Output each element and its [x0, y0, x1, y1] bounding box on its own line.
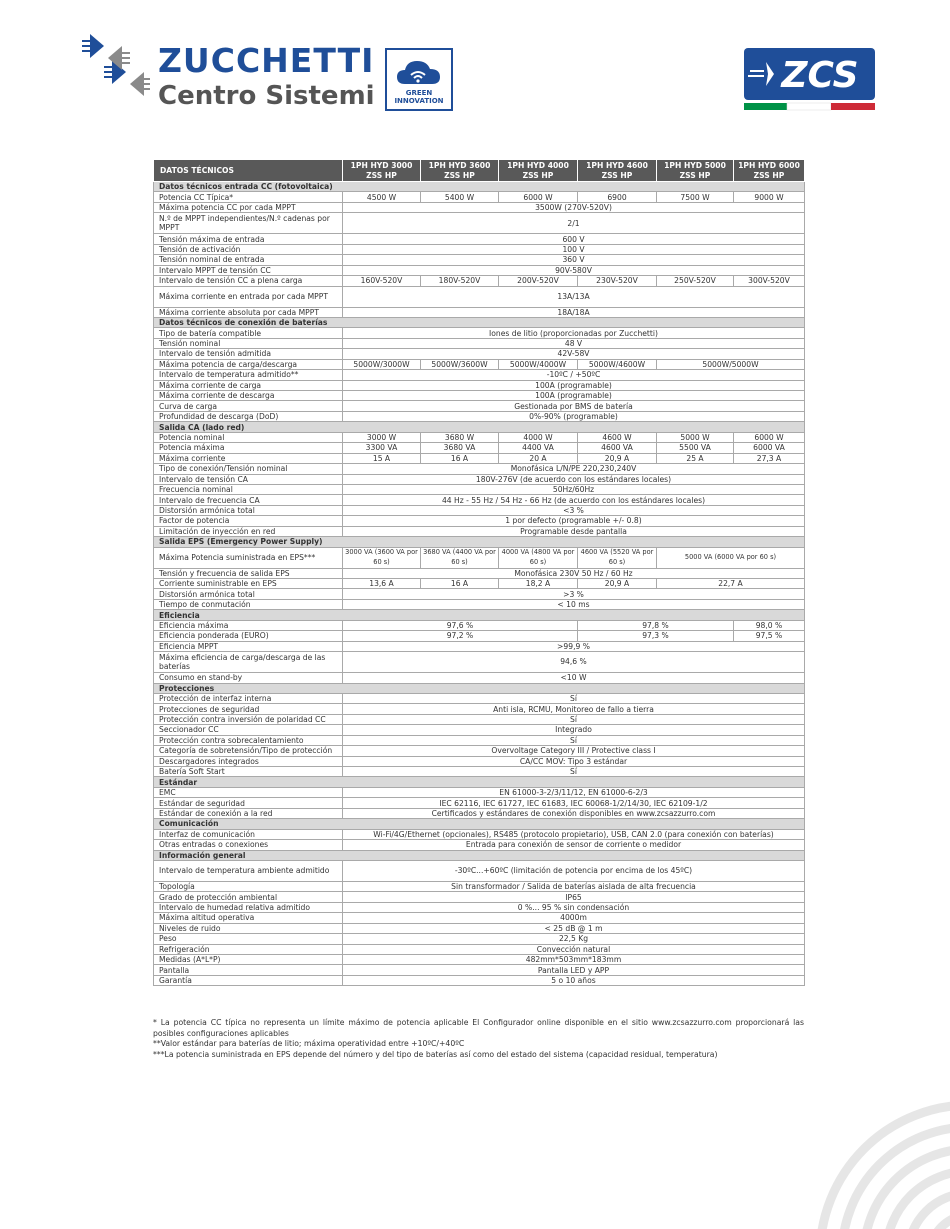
row-label: Tipo de conexión/Tensión nominal — [154, 464, 343, 474]
value-cell: 4500 W — [343, 192, 421, 202]
row-label: Tensión y frecuencia de salida EPS — [154, 568, 343, 578]
row-label: Tensión de activación — [154, 244, 343, 254]
table-row — [154, 652, 805, 673]
row-label: Topología — [154, 881, 343, 891]
row-label: Factor de potencia — [154, 516, 343, 526]
table-row — [154, 370, 805, 380]
row-label: N.º de MPPT independientes/N.º cadenas por MPPT — [154, 213, 343, 234]
value-cell: Sí — [343, 735, 805, 745]
value-cell: Gestionada por BMS de batería — [343, 401, 805, 411]
row-label: Máxima corriente en entrada por cada MPPT — [154, 286, 343, 307]
table-row — [154, 955, 805, 965]
table-row — [154, 704, 805, 714]
table-row — [154, 213, 805, 234]
table-row — [154, 547, 805, 568]
row-label: Profundidad de descarga (DoD) — [154, 411, 343, 421]
value-cell: 1 por defecto (programable +/- 0.8) — [343, 516, 805, 526]
value-cell: Anti isla, RCMU, Monitoreo de fallo a tierra — [343, 704, 805, 714]
table-row — [154, 808, 805, 818]
table-row — [154, 349, 805, 359]
value-cell: 4000 VA (4800 VA por 60 s) — [499, 547, 578, 568]
value-cell: 97,3 % — [578, 631, 734, 641]
value-cell: 97,6 % — [343, 620, 578, 630]
value-cell: 250V-520V — [657, 276, 734, 286]
value-cell: 98,0 % — [734, 620, 805, 630]
table-row — [154, 328, 805, 338]
section-header-row — [154, 819, 805, 829]
table-row — [154, 735, 805, 745]
row-label: Tensión máxima de entrada — [154, 234, 343, 244]
header-model-4: 1PH HYD 4600 ZSS HP — [578, 160, 657, 182]
table-row — [154, 526, 805, 536]
row-label: Medidas (A*L*P) — [154, 955, 343, 965]
value-cell: -30ºC...+60ºC (limitación de potencia por encima de los 45ºC) — [343, 860, 805, 881]
value-cell: 180V-276V (de acuerdo con los estándares locales) — [343, 474, 805, 484]
table-row — [154, 276, 805, 286]
decorative-arcs — [800, 1080, 950, 1229]
table-row — [154, 840, 805, 850]
row-label: Descargadores integrados — [154, 756, 343, 766]
table-row — [154, 484, 805, 494]
header-model-1: 1PH HYD 3000 ZSS HP — [343, 160, 421, 182]
row-label: Estándar de seguridad — [154, 798, 343, 808]
value-cell: 5 o 10 años — [343, 975, 805, 985]
section-title: Salida CA (lado red) — [154, 422, 805, 432]
value-cell: 160V-520V — [343, 276, 421, 286]
value-cell: 5000 W — [657, 432, 734, 442]
section-header-row — [154, 777, 805, 787]
section-title: Datos técnicos entrada CC (fotovoltaica) — [154, 182, 805, 192]
row-label: Intervalo de frecuencia CA — [154, 495, 343, 505]
value-cell: 482mm*503mm*183mm — [343, 955, 805, 965]
value-cell: 6000 W — [734, 432, 805, 442]
table-row — [154, 725, 805, 735]
table-row — [154, 923, 805, 933]
value-cell: 6900 — [578, 192, 657, 202]
table-row — [154, 338, 805, 348]
table-row — [154, 714, 805, 724]
value-cell: 42V-58V — [343, 349, 805, 359]
value-cell: 5400 W — [421, 192, 499, 202]
value-cell: 3300 VA — [343, 443, 421, 453]
value-cell: 5000W/3600W — [421, 359, 499, 369]
value-cell: 20,9 A — [578, 453, 657, 463]
row-label: Intervalo de temperatura admitido** — [154, 370, 343, 380]
table-row — [154, 234, 805, 244]
row-label: Garantía — [154, 975, 343, 985]
row-label: Niveles de ruido — [154, 923, 343, 933]
row-label: Refrigeración — [154, 944, 343, 954]
table-row — [154, 568, 805, 578]
value-cell: 20,9 A — [578, 579, 657, 589]
value-cell: 100A (programable) — [343, 391, 805, 401]
value-cell: 600 V — [343, 234, 805, 244]
value-cell: 97,2 % — [343, 631, 578, 641]
table-row — [154, 693, 805, 703]
value-cell: 5000W/3000W — [343, 359, 421, 369]
value-cell: Certificados y estándares de conexión disponibles en www.zcsazzurro.com — [343, 808, 805, 818]
value-cell: 94,6 % — [343, 652, 805, 673]
table-row — [154, 505, 805, 515]
value-cell: 90V-580V — [343, 265, 805, 275]
value-cell: IEC 62116, IEC 61727, IEC 61683, IEC 60068-1/2/14/30, IEC 62109-1/2 — [343, 798, 805, 808]
row-label: EMC — [154, 787, 343, 797]
table-row — [154, 359, 805, 369]
row-label: Estándar de conexión a la red — [154, 808, 343, 818]
value-cell: 300V-520V — [734, 276, 805, 286]
header-model-6: 1PH HYD 6000 ZSS HP — [734, 160, 805, 182]
row-label: Potencia máxima — [154, 443, 343, 453]
value-cell: Pantalla LED y APP — [343, 965, 805, 975]
value-cell: 360 V — [343, 255, 805, 265]
table-row — [154, 516, 805, 526]
value-cell: 5000W/4000W — [499, 359, 578, 369]
table-row — [154, 892, 805, 902]
value-cell: 4000 W — [499, 432, 578, 442]
table-row — [154, 380, 805, 390]
value-cell: 4600 VA — [578, 443, 657, 453]
table-row — [154, 589, 805, 599]
value-cell: Sí — [343, 767, 805, 777]
section-title: Protecciones — [154, 683, 805, 693]
header-model-2: 1PH HYD 3600 ZSS HP — [421, 160, 499, 182]
row-label: Máxima eficiencia de carga/descarga de las baterías — [154, 652, 343, 673]
section-title: Salida EPS (Emergency Power Supply) — [154, 537, 805, 547]
value-cell: 2/1 — [343, 213, 805, 234]
section-title: Información general — [154, 850, 805, 860]
row-label: Frecuencia nominal — [154, 484, 343, 494]
table-row — [154, 944, 805, 954]
table-row — [154, 411, 805, 421]
table-row — [154, 244, 805, 254]
footnotes — [153, 1018, 804, 1060]
footnote-3: ***La potencia suministrada en EPS depende del número y del tipo de baterías así como del estado del sistema (capacidad residual, temperatura) — [153, 1049, 718, 1059]
row-label: Protecciones de seguridad — [154, 704, 343, 714]
row-label: Intervalo MPPT de tensión CC — [154, 265, 343, 275]
value-cell: Sí — [343, 714, 805, 724]
table-row — [154, 798, 805, 808]
value-cell: >3 % — [343, 589, 805, 599]
table-row — [154, 453, 805, 463]
table-row — [154, 767, 805, 777]
row-label: Consumo en stand-by — [154, 673, 343, 683]
value-cell: Integrado — [343, 725, 805, 735]
value-cell: 13A/13A — [343, 286, 805, 307]
value-cell: 3000 VA (3600 VA por 60 s) — [343, 547, 421, 568]
table-row — [154, 474, 805, 484]
table-row — [154, 192, 805, 202]
value-cell: 7500 W — [657, 192, 734, 202]
header-model-3: 1PH HYD 4000 ZSS HP — [499, 160, 578, 182]
table-row — [154, 620, 805, 630]
table-row — [154, 202, 805, 212]
value-cell: >99,9 % — [343, 641, 805, 651]
row-label: Máxima potencia CC por cada MPPT — [154, 202, 343, 212]
section-header-row — [154, 537, 805, 547]
value-cell: 5000W/5000W — [657, 359, 805, 369]
table-row — [154, 631, 805, 641]
value-cell: Wi-Fi/4G/Ethernet (opcionales), RS485 (protocolo propietario), USB, CAN 2.0 (para conexión con baterías) — [343, 829, 805, 839]
table-row — [154, 307, 805, 317]
row-label: Intervalo de tensión CA — [154, 474, 343, 484]
row-label: Potencia CC Típica* — [154, 192, 343, 202]
table-row — [154, 464, 805, 474]
row-label: Potencia nominal — [154, 432, 343, 442]
value-cell: 48 V — [343, 338, 805, 348]
cloud-wifi-icon — [387, 52, 451, 92]
row-label: Seccionador CC — [154, 725, 343, 735]
value-cell: 0%-90% (programable) — [343, 411, 805, 421]
section-header-row — [154, 683, 805, 693]
value-cell: 3680 W — [421, 432, 499, 442]
row-label: Máxima corriente de descarga — [154, 391, 343, 401]
value-cell: 5000W/4600W — [578, 359, 657, 369]
table-row — [154, 641, 805, 651]
value-cell: Iones de litio (proporcionadas por Zucchetti) — [343, 328, 805, 338]
section-header-row — [154, 850, 805, 860]
value-cell: 25 A — [657, 453, 734, 463]
section-title: Estándar — [154, 777, 805, 787]
section-header-row — [154, 182, 805, 192]
technical-data-table — [153, 159, 805, 986]
row-label: Grado de protección ambiental — [154, 892, 343, 902]
arrows-icon — [82, 32, 150, 102]
value-cell: 97,8 % — [578, 620, 734, 630]
row-label: Protección contra sobrecalentamiento — [154, 735, 343, 745]
row-label: Intervalo de tensión admitida — [154, 349, 343, 359]
value-cell: Monofásica 230V 50 Hz / 60 Hz — [343, 568, 805, 578]
table-row — [154, 443, 805, 453]
value-cell: Convección natural — [343, 944, 805, 954]
value-cell: Monofásica L/N/PE 220,230,240V — [343, 464, 805, 474]
value-cell: Sin transformador / Salida de baterías aislada de alta frecuencia — [343, 881, 805, 891]
table-row — [154, 829, 805, 839]
table-row — [154, 579, 805, 589]
row-label: Protección de interfaz interna — [154, 693, 343, 703]
section-header-row — [154, 610, 805, 620]
row-label: Máxima corriente absoluta por cada MPPT — [154, 307, 343, 317]
row-label: Categoría de sobretensión/Tipo de protección — [154, 746, 343, 756]
row-label: Protección contra inversión de polaridad CC — [154, 714, 343, 724]
row-label: Intervalo de tensión CC a plena carga — [154, 276, 343, 286]
zucchetti-logo — [82, 30, 462, 115]
value-cell: Programable desde pantalla — [343, 526, 805, 536]
value-cell: 180V-520V — [421, 276, 499, 286]
value-cell: < 10 ms — [343, 599, 805, 609]
value-cell: CA/CC MOV: Tipo 3 estándar — [343, 756, 805, 766]
brand-name: ZUCCHETTI — [158, 41, 375, 80]
row-label: Máxima potencia de carga/descarga — [154, 359, 343, 369]
section-title: Eficiencia — [154, 610, 805, 620]
table-row — [154, 913, 805, 923]
row-label: Intervalo de humedad relativa admitido — [154, 902, 343, 912]
row-label: Pantalla — [154, 965, 343, 975]
row-label: Intervalo de temperatura ambiente admitido — [154, 860, 343, 881]
row-label: Otras entradas o conexiones — [154, 840, 343, 850]
table-row — [154, 495, 805, 505]
table-row — [154, 975, 805, 985]
table-row — [154, 673, 805, 683]
row-label: Peso — [154, 934, 343, 944]
value-cell: 44 Hz - 55 Hz / 54 Hz - 66 Hz (de acuerdo con los estándares locales) — [343, 495, 805, 505]
table-row — [154, 746, 805, 756]
value-cell: 3500W (270V-520V) — [343, 202, 805, 212]
badge-line2: INNOVATION — [394, 97, 444, 105]
row-label: Tensión nominal — [154, 338, 343, 348]
value-cell: 27,3 A — [734, 453, 805, 463]
row-label: Máxima corriente — [154, 453, 343, 463]
row-label: Eficiencia MPPT — [154, 641, 343, 651]
value-cell: 22,7 A — [657, 579, 805, 589]
header-model-5: 1PH HYD 5000 ZSS HP — [657, 160, 734, 182]
value-cell: 3680 VA — [421, 443, 499, 453]
header-title: DATOS TÉCNICOS — [154, 160, 343, 182]
value-cell: -10ºC / +50ºC — [343, 370, 805, 380]
table-row — [154, 787, 805, 797]
table-row — [154, 391, 805, 401]
value-cell: Overvoltage Category III / Protective class I — [343, 746, 805, 756]
table-row — [154, 265, 805, 275]
table-row — [154, 934, 805, 944]
value-cell: <10 W — [343, 673, 805, 683]
table-header-row — [154, 160, 805, 182]
table-row — [154, 255, 805, 265]
section-header-row — [154, 317, 805, 327]
zcs-logo-text: ZCS — [781, 55, 859, 96]
table-row — [154, 286, 805, 307]
zcs-logo — [744, 48, 875, 114]
value-cell: 6000 VA — [734, 443, 805, 453]
value-cell: 6000 W — [499, 192, 578, 202]
table-row — [154, 432, 805, 442]
table-row — [154, 756, 805, 766]
section-header-row — [154, 422, 805, 432]
badge-text — [387, 89, 451, 105]
value-cell: 16 A — [421, 453, 499, 463]
row-label: Eficiencia máxima — [154, 620, 343, 630]
table-row — [154, 401, 805, 411]
section-title: Datos técnicos de conexión de baterías — [154, 317, 805, 327]
badge-line1: GREEN — [405, 89, 433, 97]
section-title: Comunicación — [154, 819, 805, 829]
value-cell: 97,5 % — [734, 631, 805, 641]
value-cell: 13,6 A — [343, 579, 421, 589]
footnote-2: **Valor estándar para baterías de litio; máxima operatividad entre +10ºC/+40ºC — [153, 1039, 465, 1048]
value-cell: 5000 VA (6000 VA por 60 s) — [657, 547, 805, 568]
value-cell: 16 A — [421, 579, 499, 589]
value-cell: Sí — [343, 693, 805, 703]
value-cell: 9000 W — [734, 192, 805, 202]
value-cell: 50Hz/60Hz — [343, 484, 805, 494]
table-row — [154, 599, 805, 609]
value-cell: < 25 dB @ 1 m — [343, 923, 805, 933]
row-label: Interfaz de comunicación — [154, 829, 343, 839]
value-cell: IP65 — [343, 892, 805, 902]
value-cell: 3000 W — [343, 432, 421, 442]
value-cell: 230V-520V — [578, 276, 657, 286]
footnote-1: * La potencia CC típica no representa un límite máximo de potencia aplicable El Configurador online disponible en el sitio www.zcsazzurro.com proporcionará las posibles configuraciones aplicables — [153, 1018, 804, 1038]
value-cell: EN 61000-3-2/3/11/12, EN 61000-6-2/3 — [343, 787, 805, 797]
value-cell: 4400 VA — [499, 443, 578, 453]
value-cell: 100 V — [343, 244, 805, 254]
value-cell: 4600 VA (5520 VA por 60 s) — [578, 547, 657, 568]
green-innovation-badge — [385, 48, 453, 111]
table-row — [154, 965, 805, 975]
row-label: Distorsión armónica total — [154, 505, 343, 515]
row-label: Corriente suministrable en EPS — [154, 579, 343, 589]
value-cell: 3680 VA (4400 VA por 60 s) — [421, 547, 499, 568]
row-label: Batería Soft Start — [154, 767, 343, 777]
row-label: Curva de carga — [154, 401, 343, 411]
value-cell: 100A (programable) — [343, 380, 805, 390]
value-cell: 22,5 Kg — [343, 934, 805, 944]
value-cell: <3 % — [343, 505, 805, 515]
value-cell: 18A/18A — [343, 307, 805, 317]
value-cell: 200V-520V — [499, 276, 578, 286]
value-cell: 4600 W — [578, 432, 657, 442]
row-label: Máxima Potencia suministrada en EPS*** — [154, 547, 343, 568]
row-label: Tiempo de conmutación — [154, 599, 343, 609]
table-row — [154, 860, 805, 881]
row-label: Máxima altitud operativa — [154, 913, 343, 923]
row-label: Eficiencia ponderada (EURO) — [154, 631, 343, 641]
value-cell: 4000m — [343, 913, 805, 923]
value-cell: 18,2 A — [499, 579, 578, 589]
brand-subtitle: Centro Sistemi — [158, 81, 375, 111]
row-label: Limitación de inyección en red — [154, 526, 343, 536]
row-label: Tipo de batería compatible — [154, 328, 343, 338]
row-label: Máxima corriente de carga — [154, 380, 343, 390]
row-label: Tensión nominal de entrada — [154, 255, 343, 265]
value-cell: 0 %... 95 % sin condensación — [343, 902, 805, 912]
value-cell: Entrada para conexión de sensor de corriente o medidor — [343, 840, 805, 850]
value-cell: 15 A — [343, 453, 421, 463]
value-cell: 20 A — [499, 453, 578, 463]
value-cell: 5500 VA — [657, 443, 734, 453]
table-row — [154, 902, 805, 912]
table-row — [154, 881, 805, 891]
row-label: Distorsión armónica total — [154, 589, 343, 599]
